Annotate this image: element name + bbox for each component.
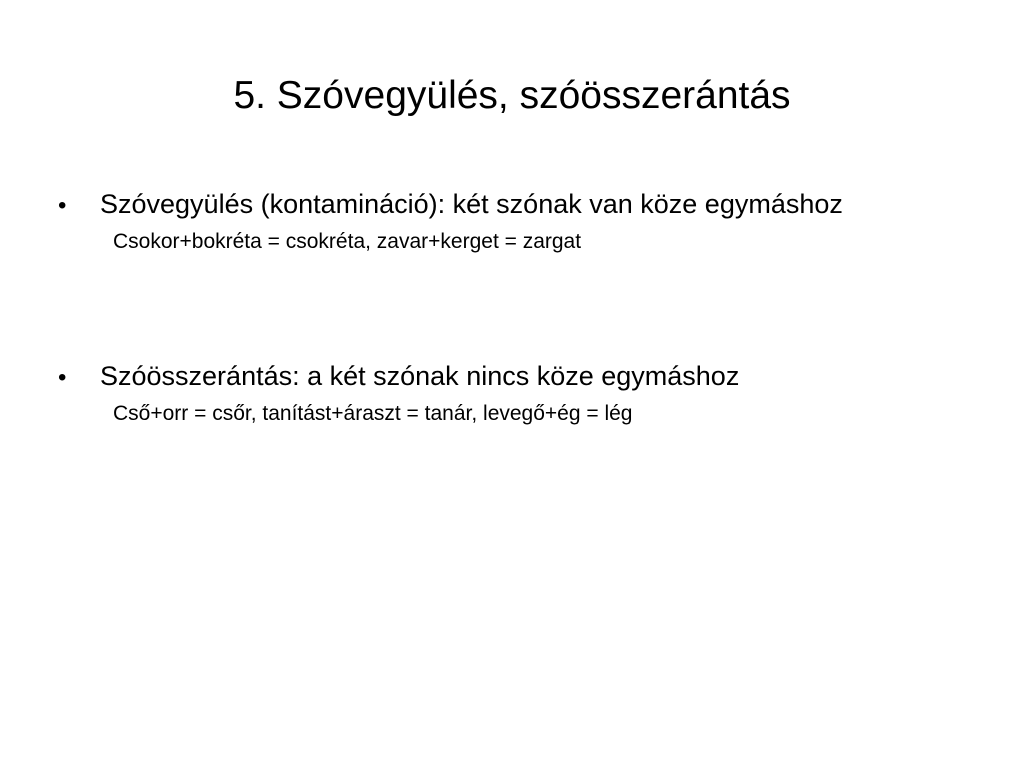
bullet-item-szovegyules xyxy=(58,186,998,256)
bullet-item-szoosszerantas xyxy=(58,358,998,428)
bullet-dot-icon: • xyxy=(58,364,67,391)
bullet-text: Szóösszerántás: a két szónak nincs köze egymáshoz xyxy=(100,361,740,391)
bullet-text: Szóvegyülés (kontamináció): két szónak van köze egymáshoz xyxy=(100,189,843,219)
bullet-line xyxy=(58,358,998,396)
bullet-dot-icon: • xyxy=(58,192,67,219)
bullet-sub-text: Csokor+bokréta = csokréta, zavar+kerget = zargat xyxy=(113,230,582,253)
bullet-sub-text: Cső+orr = csőr, tanítást+áraszt = tanár, levegő+ég = lég xyxy=(113,402,633,425)
bullet-line xyxy=(58,186,998,224)
slide-title: 5. Szóvegyülés, szóösszerántás xyxy=(233,74,791,117)
